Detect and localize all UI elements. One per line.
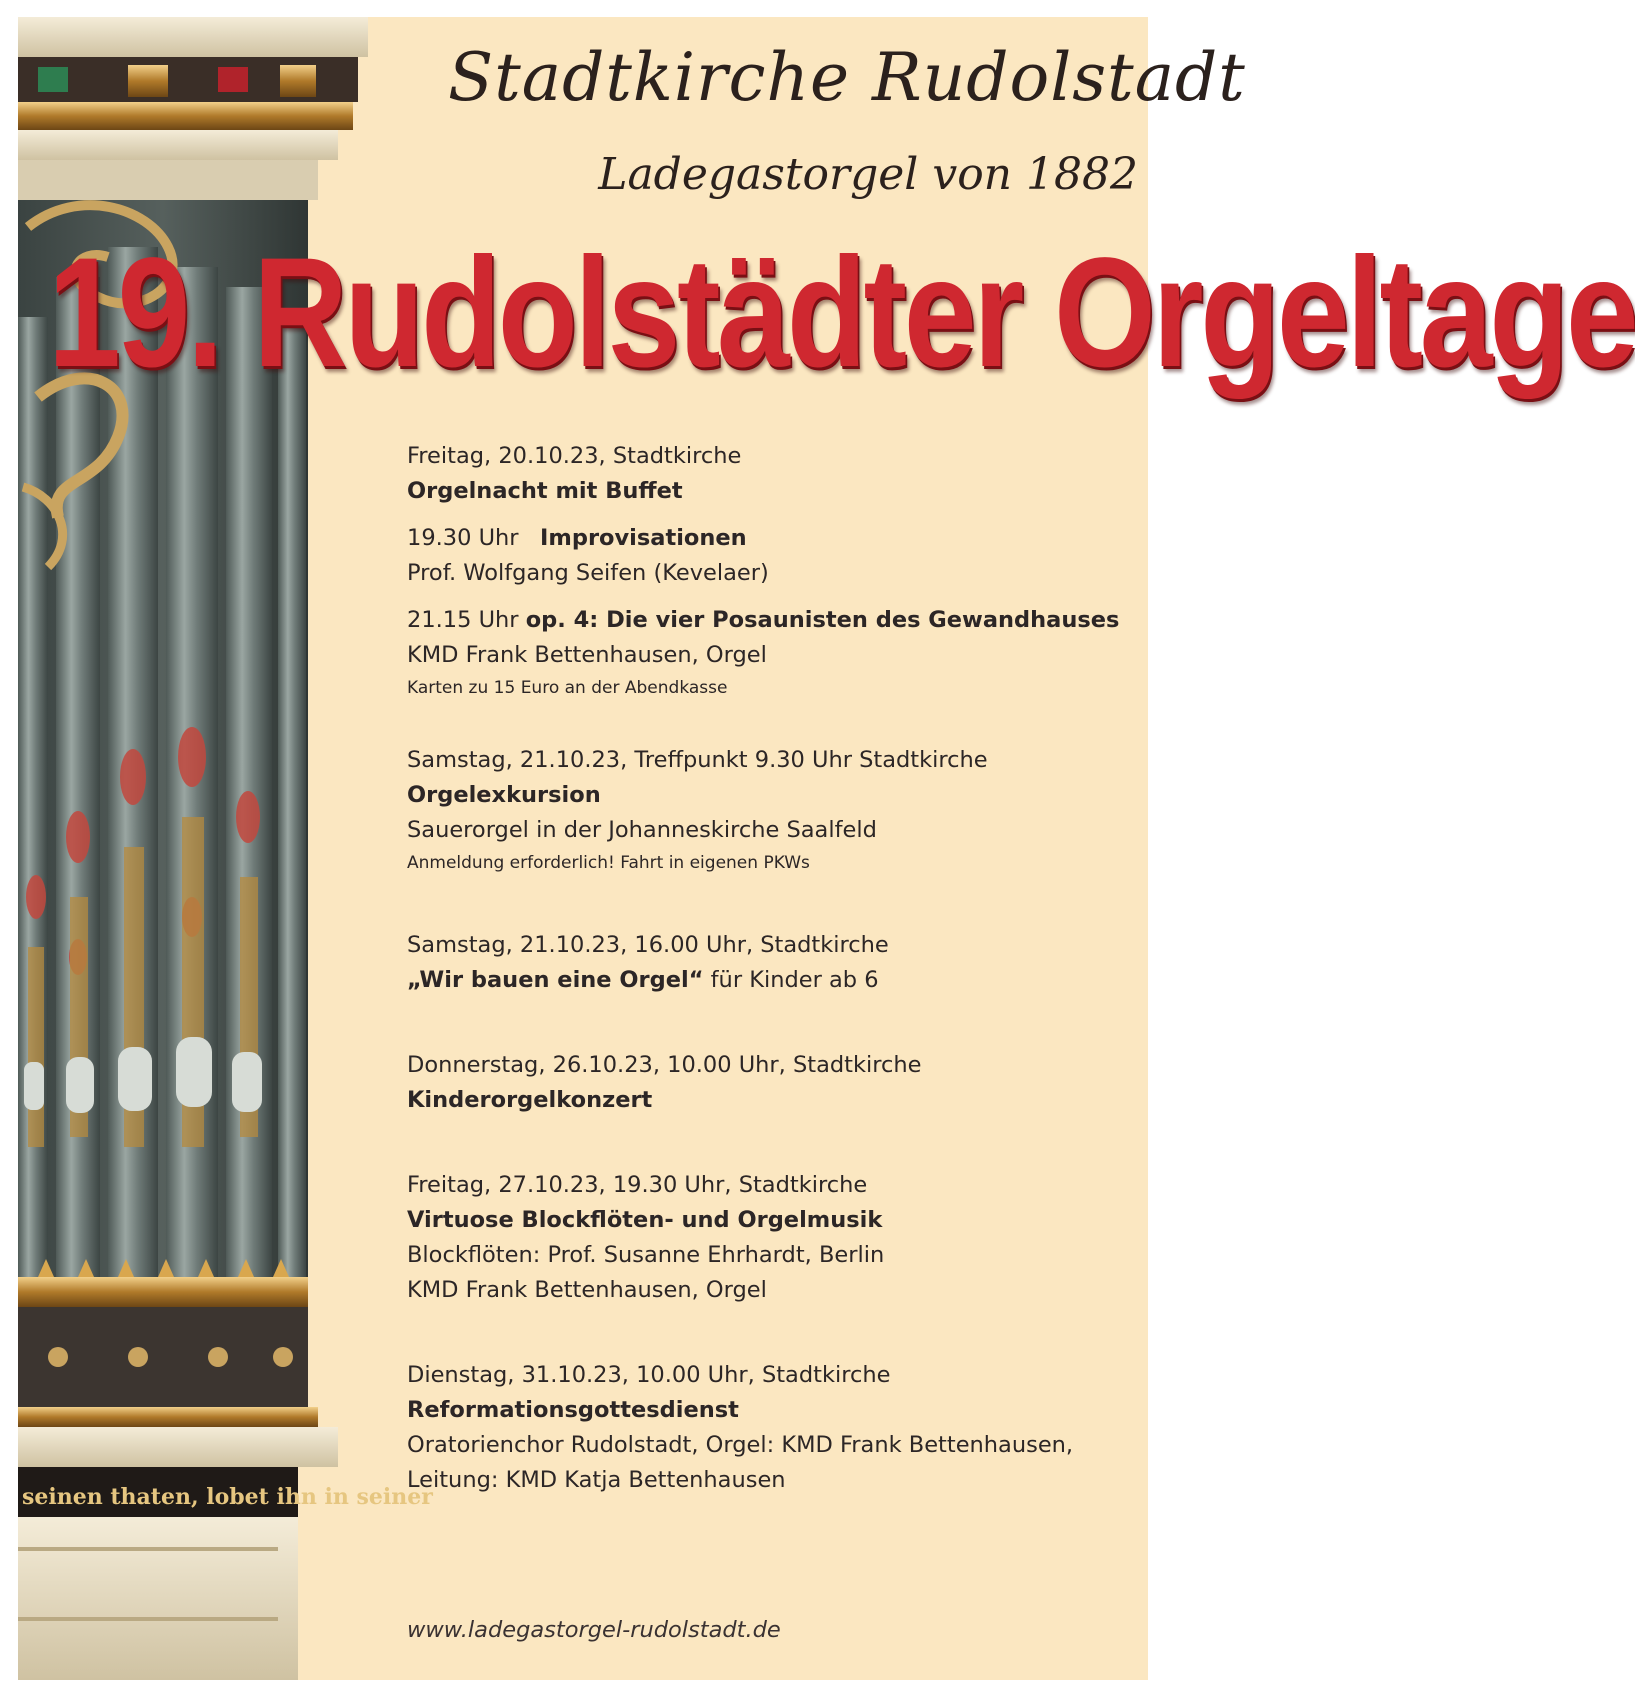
program-performer: KMD Frank Bettenhausen, Orgel xyxy=(407,642,767,668)
event-item xyxy=(407,743,1147,878)
event-item xyxy=(407,1048,1147,1118)
event-item xyxy=(407,1168,1147,1308)
event-note: Karten zu 15 Euro an der Abendkasse xyxy=(407,678,728,698)
event-audience: für Kinder ab 6 xyxy=(703,967,879,993)
event-detail: Leitung: KMD Katja Bettenhausen xyxy=(407,1467,786,1493)
poster xyxy=(18,17,1635,1680)
event-title-line xyxy=(407,963,1147,998)
event-detail: Sauerorgel in der Johanneskirche Saalfeld xyxy=(407,817,877,843)
event-date: Donnerstag, 26.10.23, 10.00 Uhr, Stadtkirche xyxy=(407,1052,922,1078)
program-time: 19.30 Uhr xyxy=(407,525,519,551)
event-date: Freitag, 27.10.23, 19.30 Uhr, Stadtkirche xyxy=(407,1172,868,1198)
website-link[interactable]: www.ladegastorgel-rudolstadt.de xyxy=(407,1617,781,1643)
event-date: Samstag, 21.10.23, 16.00 Uhr, Stadtkirche xyxy=(407,932,889,958)
event-detail: Blockflöten: Prof. Susanne Ehrhardt, Berlin xyxy=(407,1242,885,1268)
event-title: Orgelexkursion xyxy=(407,782,601,808)
inscription-band: seinen thaten, lobet ihn in seiner xyxy=(22,1484,433,1510)
event-title: „Wir bauen eine Orgel“ xyxy=(407,967,704,993)
event-title: Virtuose Blockflöten- und Orgelmusik xyxy=(407,1207,883,1233)
event-item xyxy=(407,928,1147,998)
program-performer: Prof. Wolfgang Seifen (Kevelaer) xyxy=(407,560,769,586)
event-title: Orgelnacht mit Buffet xyxy=(407,478,683,504)
program-time: 21.15 Uhr xyxy=(407,607,519,633)
event-detail: KMD Frank Bettenhausen, Orgel xyxy=(407,1277,767,1303)
organ-subtitle: Ladegastorgel von 1882 xyxy=(598,149,1138,200)
church-title: Stadtkirche Rudolstadt xyxy=(448,39,1246,116)
event-date: Freitag, 20.10.23, Stadtkirche xyxy=(407,443,742,469)
program-part xyxy=(407,521,1147,556)
event-note: Anmeldung erforderlich! Fahrt in eigenen PKWs xyxy=(407,853,810,873)
event-detail: Oratorienchor Rudolstadt, Orgel: KMD Frank Bettenhausen, xyxy=(407,1432,1074,1458)
event-item xyxy=(407,439,1147,703)
event-date: Samstag, 21.10.23, Treffpunkt 9.30 Uhr Stadtkirche xyxy=(407,747,988,773)
event-date: Dienstag, 31.10.23, 10.00 Uhr, Stadtkirche xyxy=(407,1362,891,1388)
event-title: Kinderorgelkonzert xyxy=(407,1087,653,1113)
program-part xyxy=(407,603,1147,638)
event-title: Reformationsgottesdienst xyxy=(407,1397,739,1423)
program-title: op. 4: Die vier Posaunisten des Gewandhauses xyxy=(525,607,1120,633)
festival-title: 19. Rudolstädter Orgeltage xyxy=(48,226,1635,400)
event-item xyxy=(407,1358,1147,1498)
program-title: Improvisationen xyxy=(540,525,747,551)
event-program xyxy=(407,439,1147,1498)
